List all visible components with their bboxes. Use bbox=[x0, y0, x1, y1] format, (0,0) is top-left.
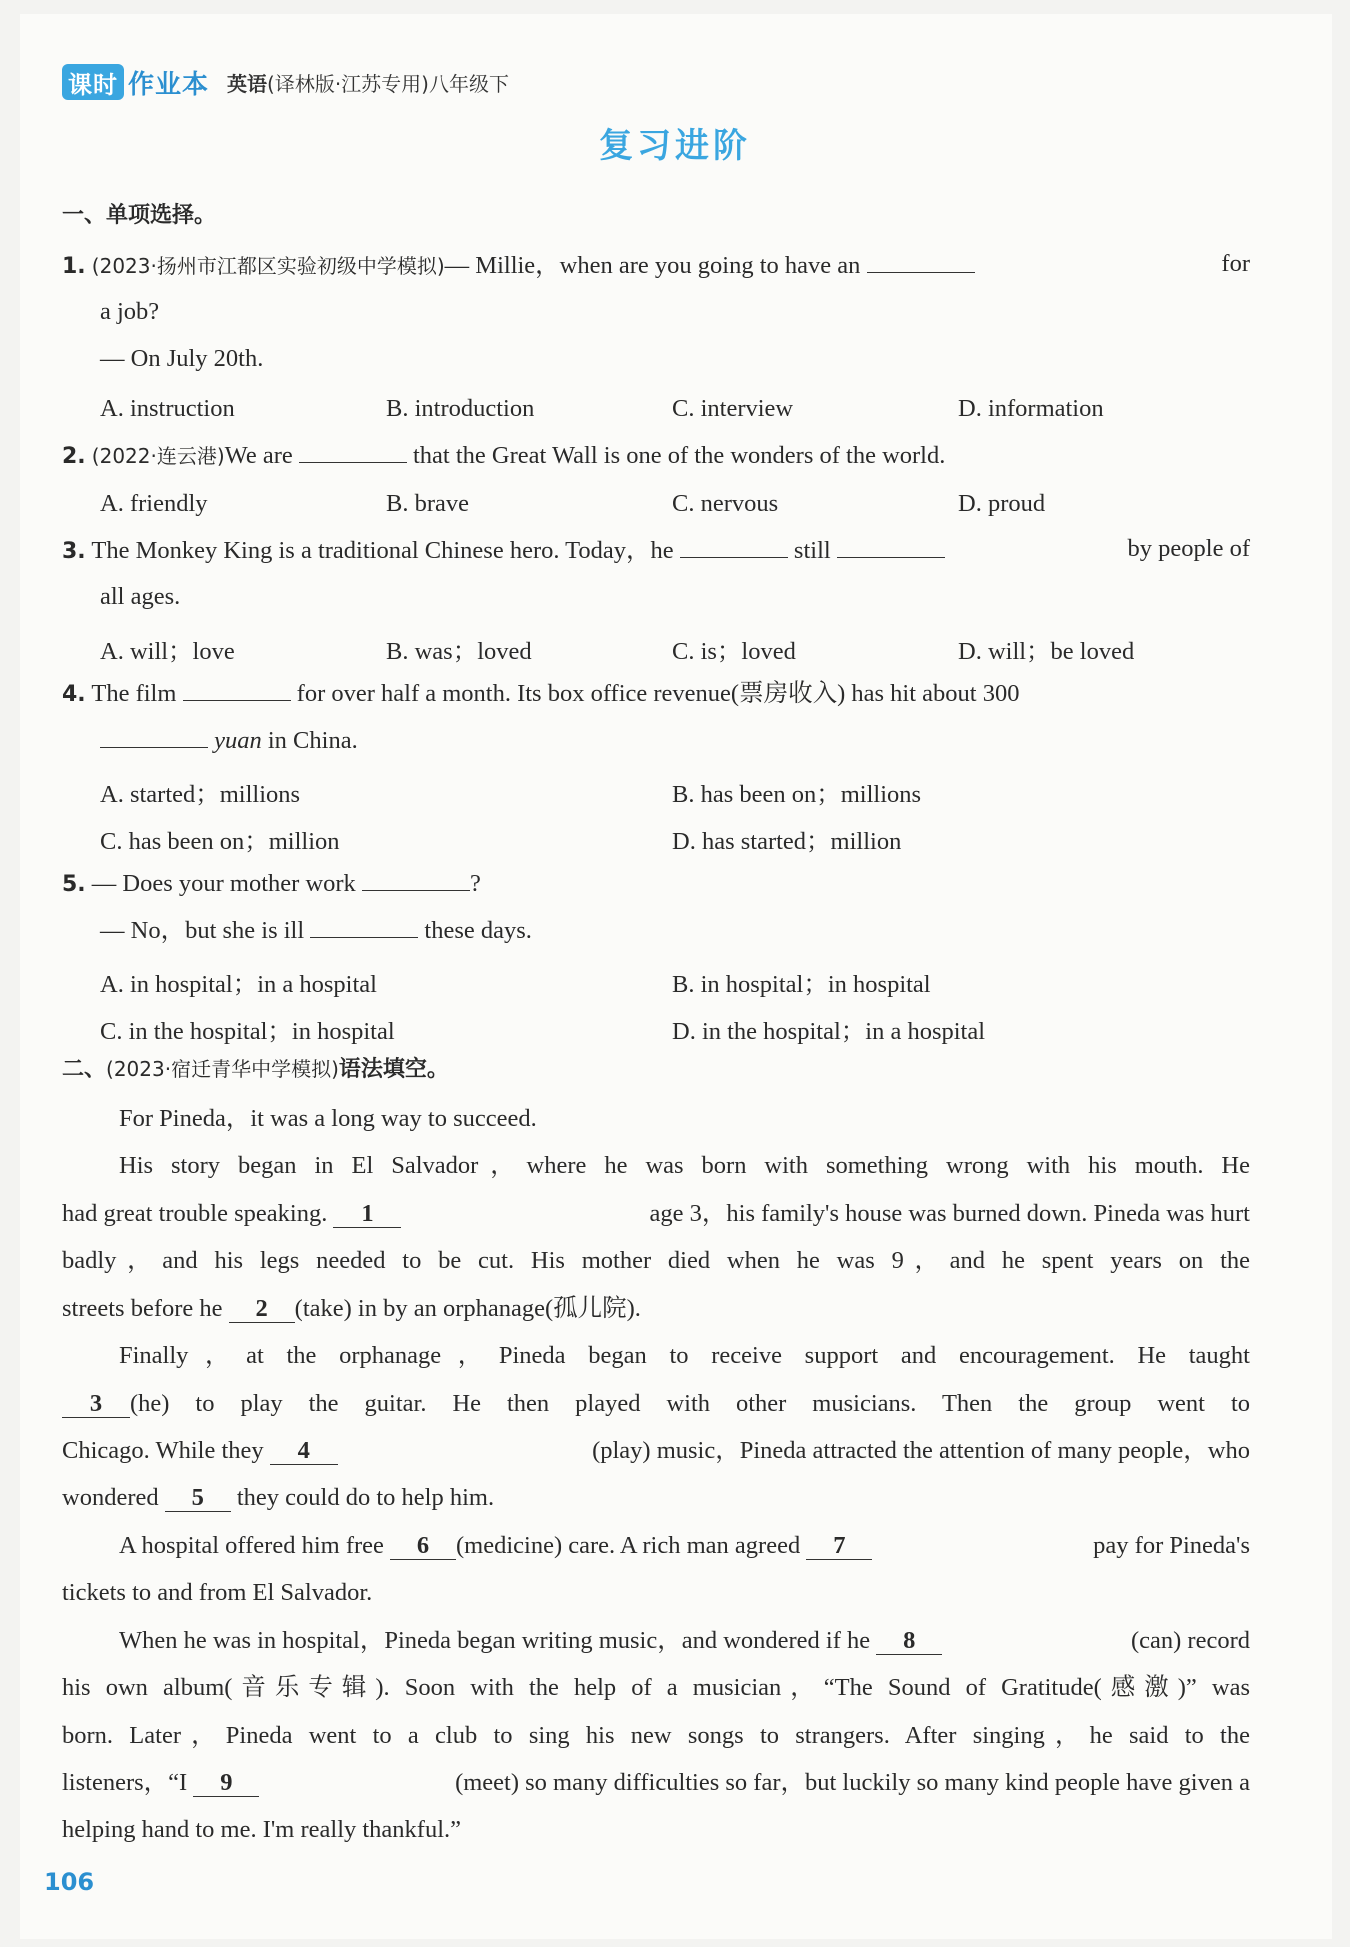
question-number: 3. bbox=[62, 539, 86, 564]
question-stem: in China. bbox=[267, 727, 358, 754]
passage-text: (play) music，Pineda attracted the attention of many people，who bbox=[592, 1437, 1250, 1464]
section-title: 复习进阶 bbox=[599, 126, 751, 166]
option-d[interactable]: D. in the hospital；in a hospital bbox=[672, 1018, 986, 1045]
passage-line bbox=[62, 1392, 1250, 1418]
question-3 bbox=[62, 537, 1250, 564]
subject-edition: (译林版·江苏专用)八年级下 bbox=[267, 71, 509, 96]
answer-blank[interactable] bbox=[100, 727, 208, 748]
part2-number: 二、 bbox=[62, 1057, 107, 1082]
option-a[interactable]: A. will；love bbox=[100, 638, 235, 665]
passage-text: (he) to play the guitar. He then played with other musicians. Then the group went to bbox=[130, 1390, 1250, 1417]
grammar-blank-5[interactable]: 5 bbox=[165, 1486, 231, 1512]
grammar-blank-2[interactable]: 2 bbox=[229, 1297, 295, 1323]
passage-line: badly，and his legs needed to be cut. His mother died when he was 9，and he spent years on the bbox=[62, 1247, 1250, 1274]
question-number: 1. bbox=[62, 254, 86, 279]
passage-line bbox=[119, 1629, 1250, 1655]
passage-text: age 3，his family's house was burned down. Pineda was hurt bbox=[649, 1200, 1250, 1227]
question-number: 4. bbox=[62, 682, 86, 707]
answer-blank[interactable] bbox=[183, 680, 291, 701]
passage-text: (medicine) care. A rich man agreed bbox=[456, 1532, 801, 1559]
option-c[interactable]: C. nervous bbox=[672, 490, 779, 517]
passage-line bbox=[62, 1486, 494, 1512]
question-stem: — Does your mother work bbox=[91, 870, 356, 897]
option-b[interactable]: B. brave bbox=[386, 490, 469, 517]
passage-line: For Pineda，it was a long way to succeed. bbox=[119, 1105, 537, 1132]
passage-line bbox=[62, 1771, 1250, 1797]
answer-blank[interactable] bbox=[299, 442, 407, 463]
passage-line: His story began in El Salvador，where he was born with something wrong with his mouth. He bbox=[119, 1152, 1250, 1179]
question-reply bbox=[100, 917, 532, 944]
answer-blank[interactable] bbox=[837, 537, 945, 558]
answer-blank[interactable] bbox=[680, 537, 788, 558]
passage-text: A hospital offered him free bbox=[119, 1532, 384, 1559]
question-stem: The film bbox=[91, 680, 177, 707]
question-source: (2022·连云港) bbox=[91, 444, 225, 468]
question-1 bbox=[62, 252, 1250, 279]
grammar-blank-6[interactable]: 6 bbox=[390, 1534, 456, 1560]
question-stem: yuan bbox=[214, 727, 262, 754]
grammar-blank-9[interactable]: 9 bbox=[193, 1771, 259, 1797]
passage-line: born. Later，Pineda went to a club to sing his new songs to strangers. After singing，he said to the bbox=[62, 1722, 1250, 1749]
grammar-blank-1[interactable]: 1 bbox=[333, 1202, 401, 1228]
passage-line bbox=[62, 1297, 641, 1323]
question-stem: — Millie，when are you going to have an bbox=[444, 252, 861, 279]
question-stem: by people of bbox=[1127, 535, 1250, 562]
question-2 bbox=[62, 442, 945, 469]
question-source: (2023·扬州市江都区实验初级中学模拟) bbox=[91, 254, 445, 278]
option-b[interactable]: B. in hospital；in hospital bbox=[672, 971, 931, 998]
question-stem: still bbox=[793, 537, 831, 564]
subject-name: 英语 bbox=[227, 71, 268, 96]
question-number: 2. bbox=[62, 444, 86, 469]
passage-text: pay for Pineda's bbox=[1093, 1532, 1250, 1559]
question-stem-cont: all ages. bbox=[100, 583, 181, 610]
option-d[interactable]: D. has started；million bbox=[672, 828, 902, 855]
option-a[interactable]: A. instruction bbox=[100, 395, 235, 422]
passage-text: (can) record bbox=[1130, 1627, 1250, 1654]
question-stem-cont bbox=[100, 727, 358, 754]
option-b[interactable]: B. introduction bbox=[386, 395, 535, 422]
question-reply-text: these days. bbox=[424, 917, 532, 944]
option-c[interactable]: C. in the hospital；in hospital bbox=[100, 1018, 395, 1045]
passage-text: they could do to help him. bbox=[236, 1484, 495, 1511]
passage-text: streets before he bbox=[62, 1295, 223, 1322]
option-c[interactable]: C. has been on；million bbox=[100, 828, 340, 855]
part1-heading: 一、单项选择。 bbox=[62, 203, 217, 228]
answer-blank[interactable] bbox=[867, 252, 975, 273]
passage-line bbox=[62, 1202, 1250, 1228]
option-b[interactable]: B. has been on；millions bbox=[672, 781, 922, 808]
question-5 bbox=[62, 870, 481, 897]
option-d[interactable]: D. information bbox=[958, 395, 1104, 422]
grammar-blank-4[interactable]: 4 bbox=[270, 1439, 338, 1465]
page-number: 106 bbox=[44, 1868, 95, 1896]
question-stem-cont: a job? bbox=[100, 298, 160, 325]
passage-text: When he was in hospital，Pineda began writing music，and wondered if he bbox=[119, 1627, 871, 1654]
question-stem: for bbox=[1221, 250, 1250, 277]
passage-line bbox=[119, 1534, 1250, 1560]
book-logo-badge: 课时 bbox=[62, 64, 124, 100]
passage-text: (take) in by an orphanage(孤儿院). bbox=[294, 1295, 641, 1322]
passage-line: tickets to and from El Salvador. bbox=[62, 1579, 373, 1606]
answer-blank[interactable] bbox=[310, 917, 418, 938]
question-number: 5. bbox=[62, 872, 86, 897]
option-a[interactable]: A. friendly bbox=[100, 490, 208, 517]
option-c[interactable]: C. is；loved bbox=[672, 638, 796, 665]
passage-line bbox=[62, 1439, 1250, 1465]
passage-text: wondered bbox=[62, 1484, 159, 1511]
option-d[interactable]: D. proud bbox=[958, 490, 1046, 517]
option-a[interactable]: A. in hospital；in a hospital bbox=[100, 971, 377, 998]
passage-text: listeners，“I bbox=[62, 1769, 188, 1796]
question-reply-text: — No，but she is ill bbox=[100, 917, 305, 944]
question-stem: The Monkey King is a traditional Chinese hero. Today，he bbox=[91, 537, 674, 564]
passage-line: his own album(音乐专辑). Soon with the help of a musician，“The Sound of Gratitude(感激)” was bbox=[62, 1674, 1250, 1701]
question-reply: — On July 20th. bbox=[100, 345, 264, 372]
answer-blank[interactable] bbox=[362, 870, 470, 891]
question-stem: for over half a month. Its box office revenue(票房收入) has hit about 300 bbox=[296, 680, 1020, 707]
part2-source: (2023·宿迁青华中学模拟) bbox=[106, 1057, 339, 1081]
question-stem: We are bbox=[224, 442, 293, 469]
grammar-blank-3[interactable]: 3 bbox=[62, 1392, 130, 1418]
passage-text: had great trouble speaking. bbox=[62, 1200, 328, 1227]
grammar-blank-7[interactable]: 7 bbox=[806, 1534, 872, 1560]
grammar-blank-8[interactable]: 8 bbox=[876, 1629, 942, 1655]
question-4 bbox=[62, 680, 1250, 707]
part2-title: 语法填空。 bbox=[338, 1057, 449, 1082]
question-stem: ? bbox=[469, 870, 481, 897]
option-d[interactable]: D. will；be loved bbox=[958, 638, 1135, 665]
passage-text: Chicago. While they bbox=[62, 1437, 264, 1464]
passage-text: (meet) so many difficulties so far，but luckily so many kind people have given a bbox=[455, 1769, 1250, 1796]
option-a[interactable]: A. started；millions bbox=[100, 781, 301, 808]
passage-line: helping hand to me. I'm really thankful.” bbox=[62, 1816, 462, 1843]
question-stem: that the Great Wall is one of the wonders of the world. bbox=[413, 442, 946, 469]
book-header bbox=[62, 62, 509, 102]
book-logo-text: 作业本 bbox=[128, 69, 210, 100]
option-b[interactable]: B. was；loved bbox=[386, 638, 532, 665]
passage-line: Finally，at the orphanage，Pineda began to receive support and encouragement. He taught bbox=[119, 1342, 1250, 1369]
book-subject bbox=[227, 68, 509, 97]
part2-heading bbox=[62, 1059, 449, 1081]
option-c[interactable]: C. interview bbox=[672, 395, 794, 422]
